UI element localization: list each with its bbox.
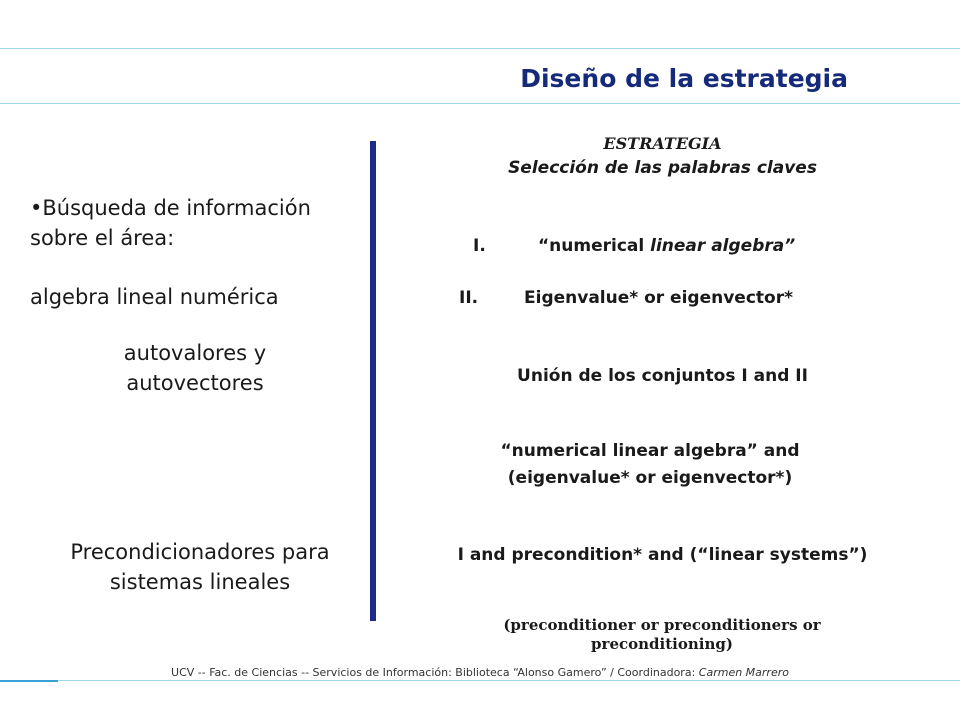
left-subtopic-algebra: algebra lineal numérica bbox=[30, 285, 279, 309]
footer-accent-bar bbox=[0, 680, 58, 682]
strategy-header: ESTRATEGIA bbox=[603, 134, 722, 153]
title-rule bbox=[0, 103, 960, 104]
keyword-1-text-b: linear algebra” bbox=[650, 236, 796, 256]
query-2: I and precondition* and (“linear systems”) bbox=[457, 545, 868, 565]
keyword-selection-heading: Selección de las palabras claves bbox=[508, 158, 817, 178]
keyword-2-text: Eigenvalue* or eigenvector* bbox=[524, 288, 793, 308]
keyword-1-number: I. bbox=[473, 236, 486, 256]
keyword-2-number: II. bbox=[459, 288, 479, 308]
query-3: (preconditioner or preconditioners or preconditioning) bbox=[503, 616, 821, 653]
footer bbox=[80, 666, 880, 679]
left-subtopic-precondicionadores: Precondicionadores para sistemas lineales bbox=[70, 540, 330, 594]
left-subtopic-autovalores: autovalores y autovectores bbox=[123, 341, 267, 395]
keyword-1-text-a: “numerical bbox=[538, 236, 651, 256]
footer-text: UCV -- Fac. de Ciencias -- Servicios de Información: Biblioteca “Alonso Gamero” / Coordinadora: bbox=[171, 666, 699, 679]
footer-rule bbox=[0, 680, 960, 681]
left-topic: •Búsqueda de información sobre el área: bbox=[30, 196, 311, 250]
footer-coordinator-name: Carmen Marrero bbox=[698, 666, 789, 679]
vertical-divider bbox=[370, 141, 376, 621]
union-line: Unión de los conjuntos I and II bbox=[517, 366, 808, 386]
query-1: “numerical linear algebra” and (eigenvalue* or eigenvector*) bbox=[500, 441, 800, 488]
top-rule bbox=[0, 48, 960, 49]
keyword-1-text bbox=[538, 236, 795, 256]
slide-title: Diseño de la estrategia bbox=[520, 64, 848, 93]
